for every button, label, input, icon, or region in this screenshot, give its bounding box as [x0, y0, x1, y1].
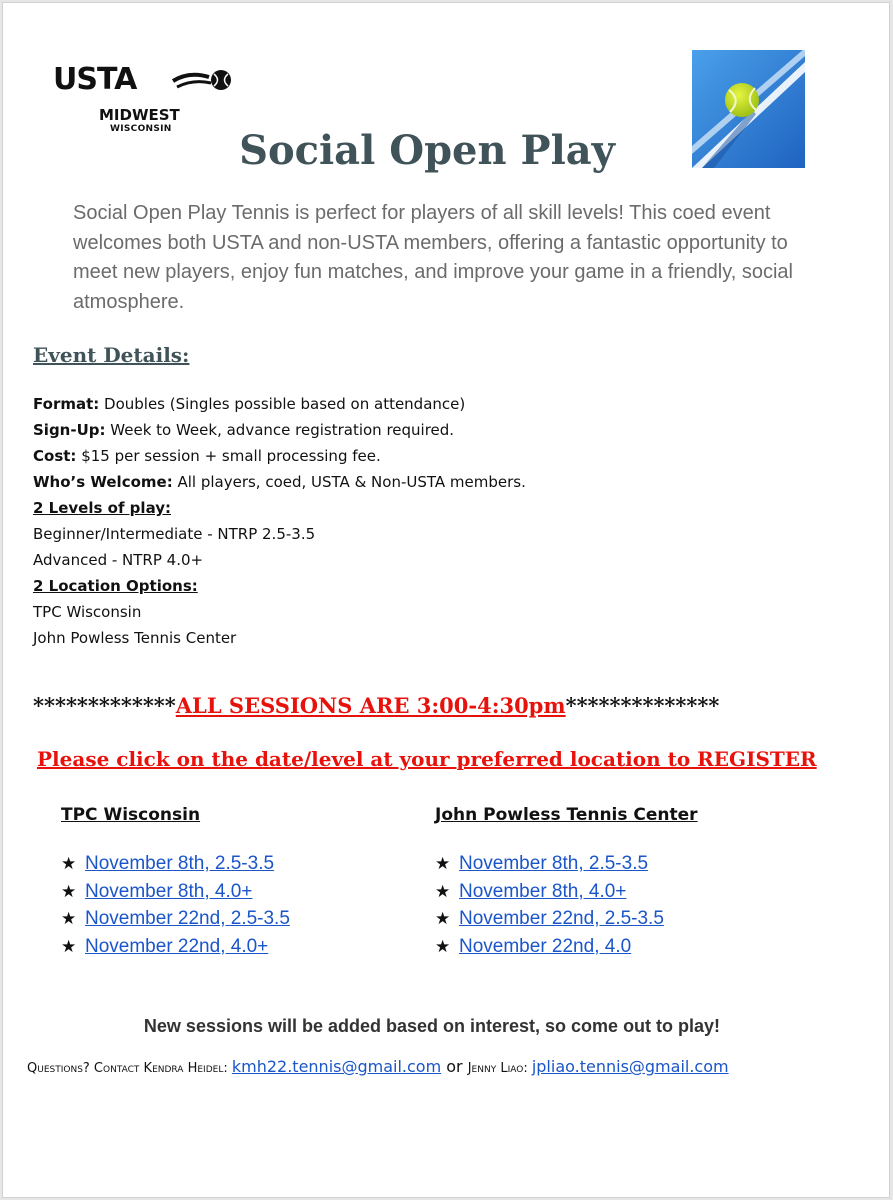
contact-line [27, 1057, 729, 1076]
session-link[interactable]: November 8th, 4.0+ [459, 880, 627, 902]
session-link[interactable]: November 22nd, 4.0 [459, 935, 632, 957]
stars-left: ************* [33, 693, 176, 718]
levels-heading: 2 Levels of play: [33, 499, 172, 517]
logo-brand: USTA [53, 62, 137, 97]
location-heading-tpc: TPC Wisconsin [61, 805, 201, 825]
email-link-jenny[interactable]: jpliao.tennis@gmail.com [531, 1057, 729, 1076]
session-link[interactable]: November 22nd, 4.0+ [85, 935, 269, 957]
list-item [61, 905, 290, 933]
event-details-heading: Event Details: [33, 343, 190, 367]
list-item [61, 933, 290, 961]
list-item [61, 850, 290, 878]
cost-label: Cost: [33, 447, 77, 465]
star-icon: ★ [435, 881, 451, 901]
session-link[interactable]: November 8th, 2.5-3.5 [459, 853, 649, 874]
tpc-session-list [61, 850, 290, 960]
location-item: John Powless Tennis Center [33, 629, 237, 647]
locations-heading: 2 Location Options: [33, 577, 198, 595]
tennis-ball-swoosh-icon [171, 67, 235, 93]
list-item [61, 878, 290, 906]
contact-or: or [441, 1057, 468, 1076]
session-link[interactable]: November 8th, 4.0+ [85, 880, 253, 902]
page-title: Social Open Play [239, 127, 615, 174]
signup-row [33, 417, 526, 443]
flyer-page [2, 2, 890, 1198]
logo-section: WISCONSIN [110, 124, 172, 134]
star-icon: ★ [61, 881, 77, 901]
star-icon: ★ [61, 909, 77, 928]
star-icon: ★ [61, 936, 77, 956]
signup-label: Sign-Up: [33, 421, 106, 439]
list-item [435, 850, 664, 878]
sessions-time-text: ALL SESSIONS ARE 3:00-4:30pm [175, 693, 566, 718]
star-icon: ★ [435, 909, 451, 928]
powless-session-list [435, 850, 664, 960]
tennis-ball-court-image [692, 50, 805, 168]
level-item: Advanced - NTRP 4.0+ [33, 551, 204, 569]
cost-value: $15 per session + small processing fee. [76, 447, 381, 465]
list-item [435, 905, 664, 933]
session-link[interactable]: November 22nd, 2.5-3.5 [459, 908, 664, 929]
intro-paragraph: Social Open Play Tennis is perfect for players of all skill levels! This coed event welcomes both USTA and non-USTA members, offering a fantastic opportunity to meet new players, enjoy fun matches, and improve your game in a friendly, social atmosphere. [73, 202, 793, 313]
contact-name-jenny: Jenny Liao: [467, 1061, 532, 1076]
new-sessions-note: New sessions will be added based on interest, so come out to play! [143, 1016, 721, 1036]
usta-logo [53, 62, 253, 134]
list-item [435, 933, 664, 961]
stars-right: ************** [565, 693, 720, 718]
location-item: TPC Wisconsin [33, 603, 142, 621]
event-details [33, 391, 526, 651]
welcome-label: Who’s Welcome: [33, 473, 173, 491]
contact-prefix: Questions? Contact Kendra Heidel: [27, 1061, 232, 1076]
format-value: Doubles (Singles possible based on attendance) [99, 395, 466, 413]
register-instruction: Please click on the date/level at your preferred location to REGISTER [37, 747, 817, 771]
star-icon: ★ [435, 854, 451, 873]
star-icon: ★ [61, 854, 77, 873]
welcome-row [33, 469, 526, 495]
email-link-kendra[interactable]: kmh22.tennis@gmail.com [231, 1057, 442, 1076]
signup-value: Week to Week, advance registration required. [105, 421, 455, 439]
star-icon: ★ [435, 936, 451, 956]
session-link[interactable]: November 8th, 2.5-3.5 [85, 853, 275, 874]
format-row [33, 391, 526, 417]
session-link[interactable]: November 22nd, 2.5-3.5 [85, 908, 290, 929]
welcome-value: All players, coed, USTA & Non-USTA members. [172, 473, 526, 491]
cost-row [33, 443, 526, 469]
format-label: Format: [33, 395, 100, 413]
list-item [435, 878, 664, 906]
logo-region: MIDWEST [99, 106, 180, 124]
level-item: Beginner/Intermediate - NTRP 2.5-3.5 [33, 525, 316, 543]
location-heading-powless: John Powless Tennis Center [435, 805, 698, 825]
sessions-time-banner [33, 693, 853, 718]
